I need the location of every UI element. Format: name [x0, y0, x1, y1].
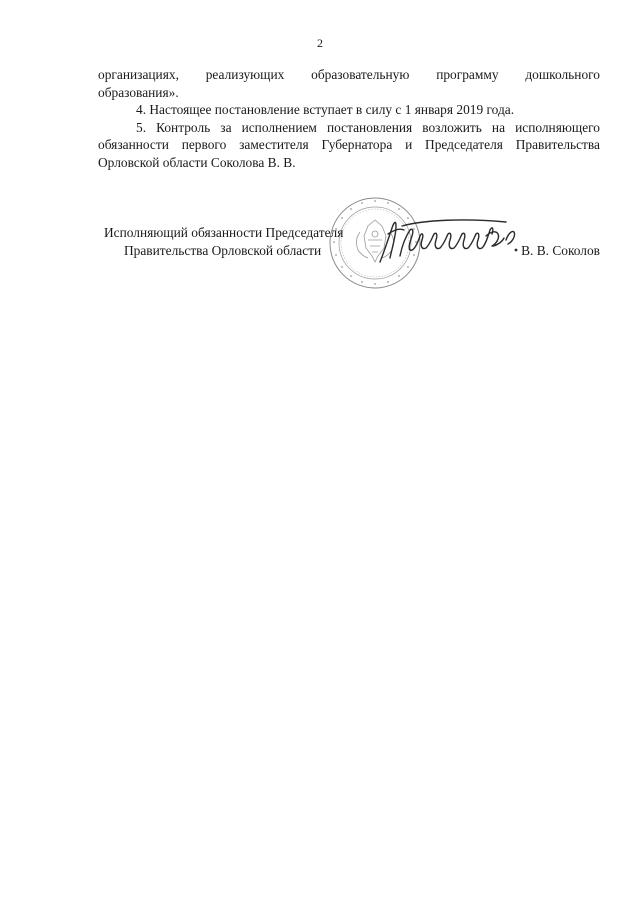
- paragraph-item-4: 4. Настоящее постановление вступает в силу с 1 января 2019 года.: [136, 102, 515, 117]
- signatory-title-line-1: Исполняющий обязанности Председателя: [104, 225, 344, 240]
- continuation-paragraph: [98, 66, 600, 101]
- handwritten-signature-icon: [374, 212, 524, 268]
- document-body: [98, 66, 600, 171]
- continuation-line-2: образования».: [98, 84, 179, 100]
- signatory-title-line-2: Правительства Орловской области: [124, 243, 322, 258]
- continuation-line-1: организациях, реализующих образовательную программу дошкольного: [98, 67, 600, 82]
- paragraph-item-5: 5. Контроль за исполнением постановления возложить на исполняющего обязанности первого заместителя Губернатора и Председателя Правительства Орловской области Соколова В. В.: [98, 119, 600, 170]
- page-number: 2: [317, 36, 323, 50]
- signatory-name: В. В. Соколов: [521, 243, 600, 258]
- signature-block: [98, 220, 600, 300]
